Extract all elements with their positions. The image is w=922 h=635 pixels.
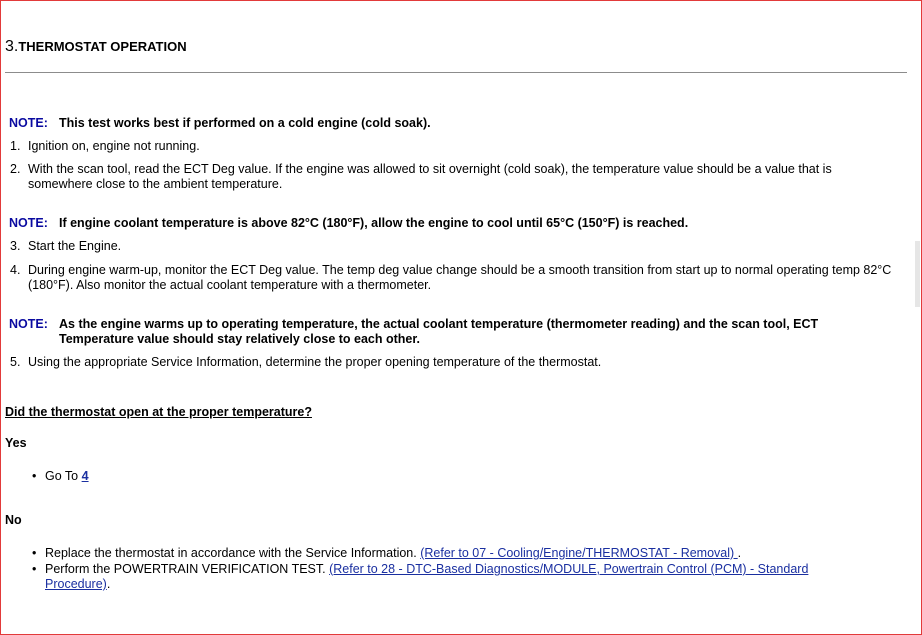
note-label: NOTE: — [9, 216, 48, 230]
note-cold-engine — [9, 116, 879, 131]
step-text: Start the Engine. — [28, 239, 122, 253]
bullet-text — [45, 469, 875, 484]
step-number: 4. — [10, 263, 21, 277]
section-heading — [5, 38, 187, 56]
note-coolant-temperature — [9, 216, 879, 231]
thermostat-removal-link[interactable]: (Refer to 07 - Cooling/Engine/THERMOSTAT - Removal) — [420, 546, 738, 560]
note-text: As the engine warms up to operating temperature, the actual coolant temperature (thermometer reading) and the scan tool, ECT Temperature value should stay relatively close to each other. — [59, 317, 819, 346]
pcm-procedure-link[interactable]: (Refer to 28 - DTC-Based Diagnostics/MODULE, Powertrain Control (PCM) - Standard Procedure) — [45, 562, 809, 591]
yes-bullet — [32, 469, 875, 484]
note-warm-up — [9, 317, 879, 347]
scrollbar-thumb[interactable] — [915, 241, 920, 307]
no-bullet-verification — [32, 562, 875, 592]
step-number: 1. — [10, 139, 21, 153]
bullet-period: . — [737, 546, 742, 560]
bullet-period: . — [106, 577, 111, 591]
vertical-scrollbar[interactable] — [913, 1, 921, 634]
step-number: 5. — [10, 355, 21, 369]
no-bullet-replace — [32, 546, 875, 561]
heading-divider — [5, 72, 907, 73]
note-text: This test works best if performed on a cold engine (cold soak). — [59, 116, 431, 130]
step-5 — [10, 355, 896, 370]
bullet-dot: • — [32, 546, 37, 560]
note-text: If engine coolant temperature is above 82°C (180°F), allow the engine to cool until 65°C (150°F) is reached. — [59, 216, 689, 230]
decision-question: Did the thermostat open at the proper temperature? — [5, 405, 312, 419]
section-title: THERMOSTAT OPERATION — [18, 39, 187, 54]
step-number: 3. — [10, 239, 21, 253]
step-text: With the scan tool, read the ECT Deg value. If the engine was allowed to sit overnight (cold soak), the temperature value should be a value that is somewhere close to the ambient temperature. — [28, 162, 832, 191]
note-label: NOTE: — [9, 116, 48, 130]
step-text: Using the appropriate Service Information, determine the proper opening temperature of the thermostat. — [28, 355, 602, 369]
bullet-instruction: Perform the POWERTRAIN VERIFICATION TEST. — [45, 562, 330, 576]
answer-yes-label: Yes — [5, 436, 27, 450]
goto-text: Go To — [45, 469, 82, 483]
bullet-dot: • — [32, 562, 37, 576]
note-label: NOTE: — [9, 317, 48, 331]
bullet-text — [45, 546, 875, 561]
section-number: 3. — [5, 38, 19, 55]
step-text: Ignition on, engine not running. — [28, 139, 200, 153]
bullet-dot: • — [32, 469, 37, 483]
step-3 — [10, 239, 896, 254]
bullet-text — [45, 562, 875, 592]
answer-no-label: No — [5, 513, 22, 527]
step-4 — [10, 263, 896, 293]
step-number: 2. — [10, 162, 21, 176]
step-2 — [10, 162, 896, 192]
step-text: During engine warm-up, monitor the ECT Deg value. The temp deg value change should be a smooth transition from start up to normal operating temp 82°C (180°F). Also monitor the actual coolant temperature with a thermometer. — [28, 263, 892, 292]
bullet-instruction: Replace the thermostat in accordance with the Service Information. — [45, 546, 421, 560]
goto-step-4-link[interactable]: 4 — [81, 469, 89, 483]
step-1 — [10, 139, 896, 154]
